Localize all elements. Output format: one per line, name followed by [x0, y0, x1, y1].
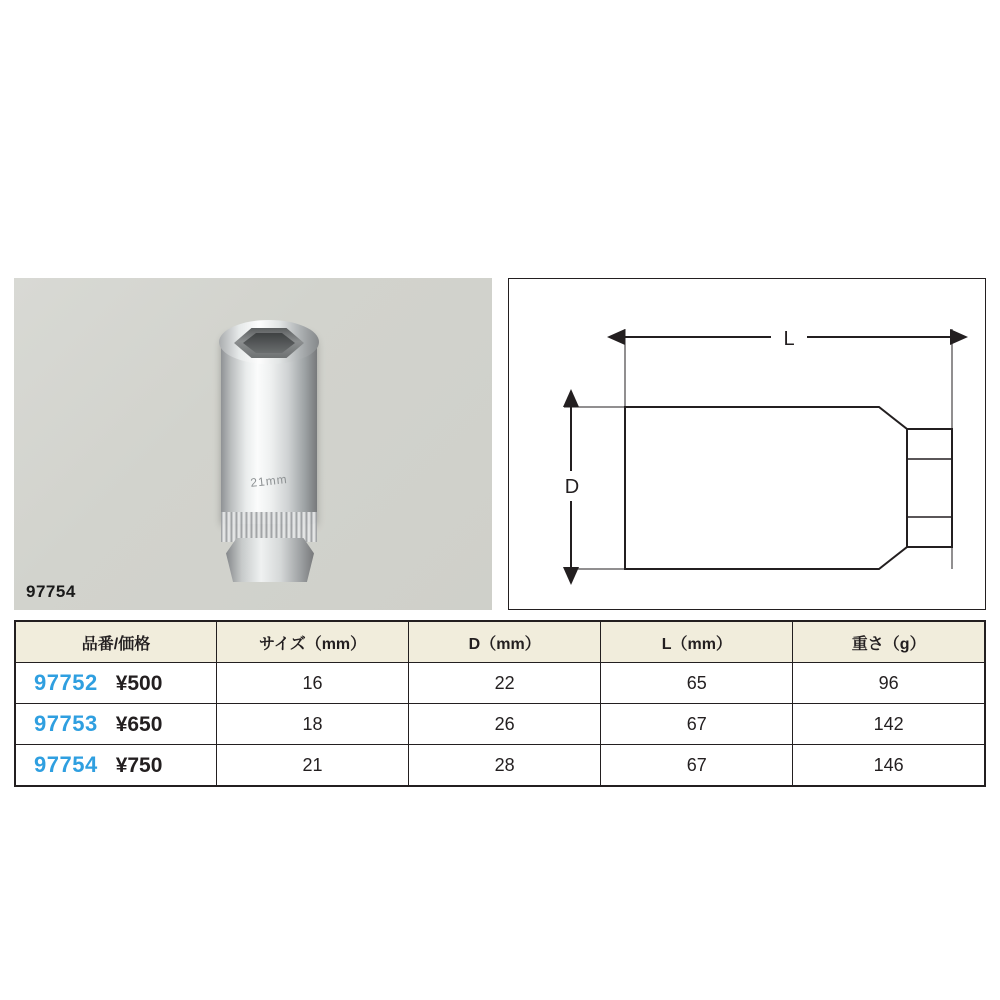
cell-l: 65: [601, 663, 793, 704]
cell-d: 26: [409, 704, 601, 745]
socket-base: [226, 538, 314, 582]
product-code: 97754: [34, 752, 98, 777]
cell-d: 28: [409, 745, 601, 787]
diameter-label: D: [564, 476, 580, 498]
cell-weight: 146: [793, 745, 985, 787]
product-code: 97753: [34, 711, 98, 736]
product-code: 97752: [34, 670, 98, 695]
product-price: ¥500: [115, 672, 163, 695]
cell-size: 18: [217, 704, 409, 745]
cell-weight: 142: [793, 704, 985, 745]
table-row: [15, 745, 985, 787]
table-header-row: [15, 621, 985, 663]
cell-size: 16: [217, 663, 409, 704]
header-d: D（mm）: [409, 621, 601, 663]
cell-code-price: [15, 745, 217, 787]
cell-size: 21: [217, 745, 409, 787]
product-price: ¥750: [115, 754, 163, 777]
cell-l: 67: [601, 704, 793, 745]
cell-code-price: [15, 663, 217, 704]
socket-knurl-band: [221, 512, 317, 542]
table-row: [15, 663, 985, 704]
header-weight: 重さ（g）: [793, 621, 985, 663]
photo-caption: 97754: [26, 582, 76, 601]
dimension-diagram-svg: [509, 279, 985, 609]
product-price: ¥650: [115, 713, 163, 736]
header-size: サイズ（mm）: [217, 621, 409, 663]
product-photo-panel: [14, 278, 492, 610]
header-l: L（mm）: [601, 621, 793, 663]
spec-table: [14, 620, 986, 787]
cell-d: 22: [409, 663, 601, 704]
dimension-diagram-panel: [508, 278, 986, 610]
header-code-price: 品番/価格: [15, 621, 217, 663]
cell-code-price: [15, 704, 217, 745]
socket-size-marking: 21mm: [249, 472, 289, 490]
length-label: L: [783, 328, 795, 350]
cell-l: 67: [601, 745, 793, 787]
socket-illustration: [210, 306, 328, 576]
cell-weight: 96: [793, 663, 985, 704]
table-row: [15, 704, 985, 745]
